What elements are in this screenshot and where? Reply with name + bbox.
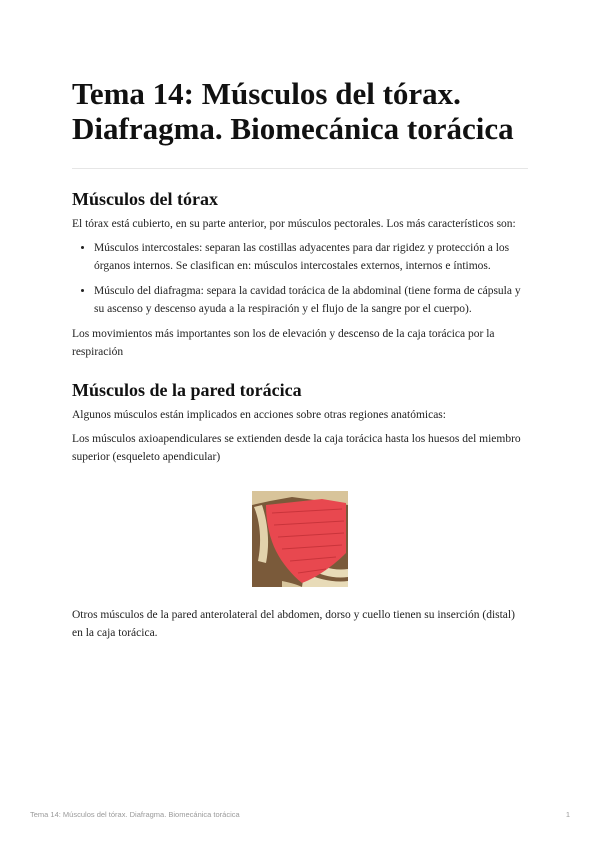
section-closing: Los movimientos más importantes son los de elevación y descenso de la caja torácica por la respiración [72, 328, 495, 358]
section-intro: El tórax está cubierto, en su parte anterior, por músculos pectorales. Los más característicos son: [72, 218, 516, 230]
title-divider [72, 168, 528, 169]
page-number: 1 [565, 810, 570, 819]
wall-paragraph-2: Los músculos axioapendiculares se extienden desde la caja torácica hasta los huesos del miembro superior (esqueleto apendicular) [72, 433, 521, 463]
wall-paragraph-3: Otros músculos de la pared anterolateral del abdomen, dorso y cuello tienen su inserción (distal) en la caja torácica. [72, 609, 515, 639]
footer-title: Tema 14: Músculos del tórax. Diafragma. Biomecánica torácica [30, 810, 240, 819]
section-heading-thorax-muscles: Músculos del tórax [72, 189, 218, 209]
document-page [72, 76, 528, 642]
page-footer [30, 810, 570, 819]
pectoral-muscle-illustration [252, 491, 348, 587]
list-item: • Músculo del diafragma: separa la cavidad torácica de la abdominal (tiene forma de cápsula y su ascenso y descenso ayuda a la respiración y el flujo de la sangre por el cuerpo). [94, 282, 528, 318]
section-heading-wall-muscles: Músculos de la pared torácica [72, 380, 302, 400]
list-item: • Músculos intercostales: separan las costillas adyacentes para dar rigidez y protección a los órganos internos. Se clasifican en: músculos intercostales externos, internos e íntimos. [94, 239, 528, 275]
muscle-list [72, 239, 528, 318]
wall-paragraph-1: Algunos músculos están implicados en acciones sobre otras regiones anatómicas: [72, 409, 446, 421]
page-title: Tema 14: Músculos del tórax. Diafragma. Biomecánica torácica [72, 76, 514, 146]
